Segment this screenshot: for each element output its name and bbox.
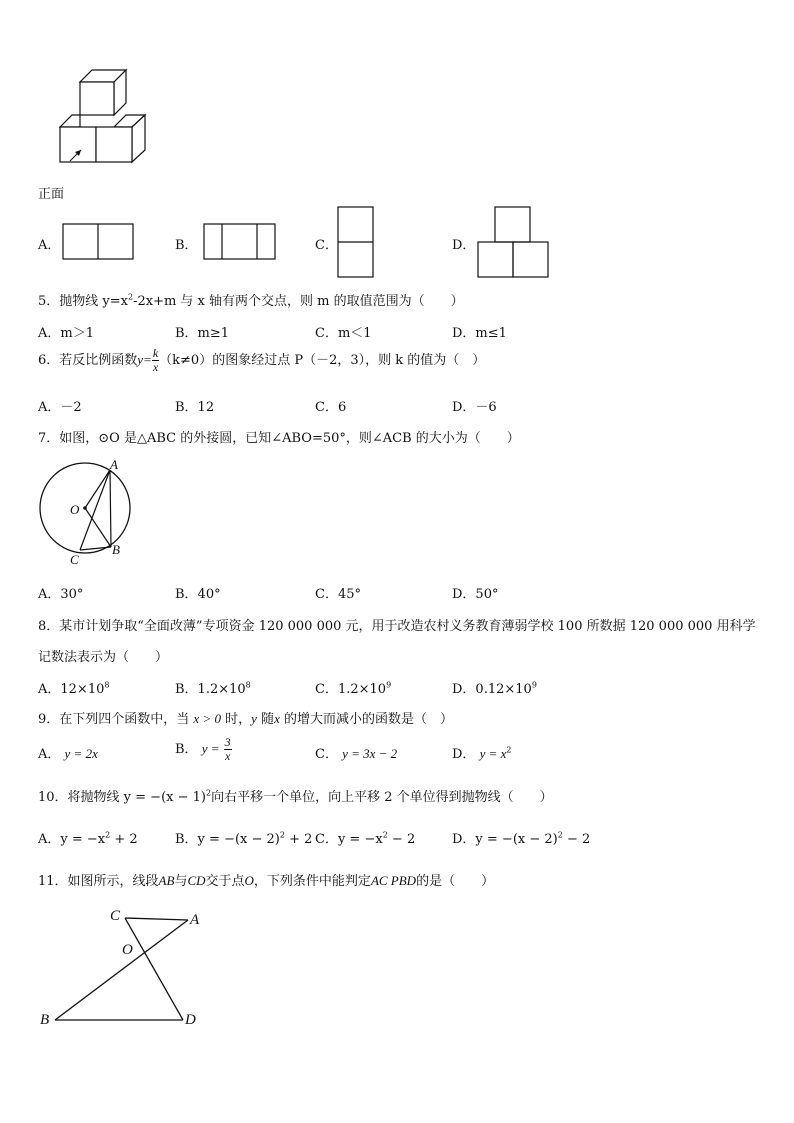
q4-option-b-label: B．: [175, 238, 198, 253]
q11-label-o: O: [122, 942, 133, 958]
q8-option-c: C．$1.2\times 10^9$: [315, 680, 392, 697]
q7-option-b: B．40°: [175, 587, 221, 602]
q7-option-a: A．30°: [38, 587, 84, 602]
q8-option-d: D．$0.12\times 10^9$: [452, 680, 537, 697]
q11-label-c: C: [110, 908, 121, 924]
q9-option-a: A． y = 2x: [38, 746, 98, 762]
q6-option-d: D．－6: [452, 400, 497, 415]
q5-option-c: C．m＜1: [315, 326, 372, 341]
q7-option-c: C．45°: [315, 587, 361, 602]
q9-option-c: C． y = 3x − 2: [315, 746, 398, 762]
q6-option-b: B．12: [175, 400, 215, 415]
q8-option-a: A．$12\times 10^8$: [38, 680, 110, 697]
q6-option-c: C．6: [315, 400, 347, 415]
q7-label-o: O: [70, 502, 80, 517]
q11-stem: 11．如图所示，线段AB与CD交于点O，下列条件中能判定AC PBD的是（ ）: [38, 873, 495, 889]
q9-stem: 9．在下列四个函数中，当 x > 0 时，y 随x 的增大而减小的函数是（ ）: [38, 711, 453, 727]
q4-option-a-label: A．: [38, 238, 61, 253]
q7-stem: 7．如图，⊙O 是△ABC 的外接圆，已知∠ABO=50°，则∠ACB 的大小为（ ）: [38, 431, 520, 446]
q9-option-d: D． $y = x^2$: [452, 745, 512, 762]
q7-option-d: D．50°: [452, 587, 499, 602]
q11-label-a: A: [190, 912, 200, 928]
q11-label-b: B: [40, 1012, 50, 1028]
q4-option-c-label: C．: [315, 238, 338, 253]
q10-option-a: A．$y = -x^2 + 2$: [38, 830, 138, 847]
q7-label-a: A: [110, 457, 118, 472]
q6-stem: 6．若反比例函数y= $\frac{k}{x}$ （k≠0）的图象经过点 P（－2，3），则 k 的值为（ ）: [38, 346, 486, 374]
q5-option-a: A．m＞1: [38, 326, 94, 341]
q7-label-c: C: [70, 552, 79, 567]
q7-label-b: B: [112, 542, 120, 557]
q10-stem: 10．将抛物线 $y = -(x - 1)^2$向右平移一个单位，向上平移 2 个单位得到抛物线（ ）: [38, 788, 553, 805]
q8-stem-line2: 记数法表示为（ ）: [38, 650, 169, 665]
q10-option-b: B．$y = -(x - 2)^2 + 2$: [175, 830, 313, 847]
q11-label-d: D: [185, 1012, 196, 1028]
q10-option-c: C．$y = -x^2 - 2$: [315, 830, 416, 847]
q5-option-d: D．m≤1: [452, 326, 507, 341]
q8-option-b: B．$1.2\times 10^8$: [175, 680, 251, 697]
front-label: 正面: [38, 187, 65, 202]
q5-stem: 5．抛物线 $y=x^2-2x+m$ 与 x 轴有两个交点，则 m 的取值范围为（ ）: [38, 292, 464, 309]
q4-option-d-label: D．: [452, 238, 476, 253]
q5-option-b: B．m≥1: [175, 326, 230, 341]
q10-option-d: D．$y = -(x - 2)^2 - 2$: [452, 830, 591, 847]
q9-option-b: B． y = $\frac{3}{x}$: [175, 735, 231, 763]
q6-option-a: A．－2: [38, 400, 82, 415]
q8-stem-line1: 8．某市计划争取“全面改薄”专项资金 120 000 000 元，用于改造农村义务教育薄弱学校 100 所数据 120 000 000 用科学: [38, 619, 756, 634]
